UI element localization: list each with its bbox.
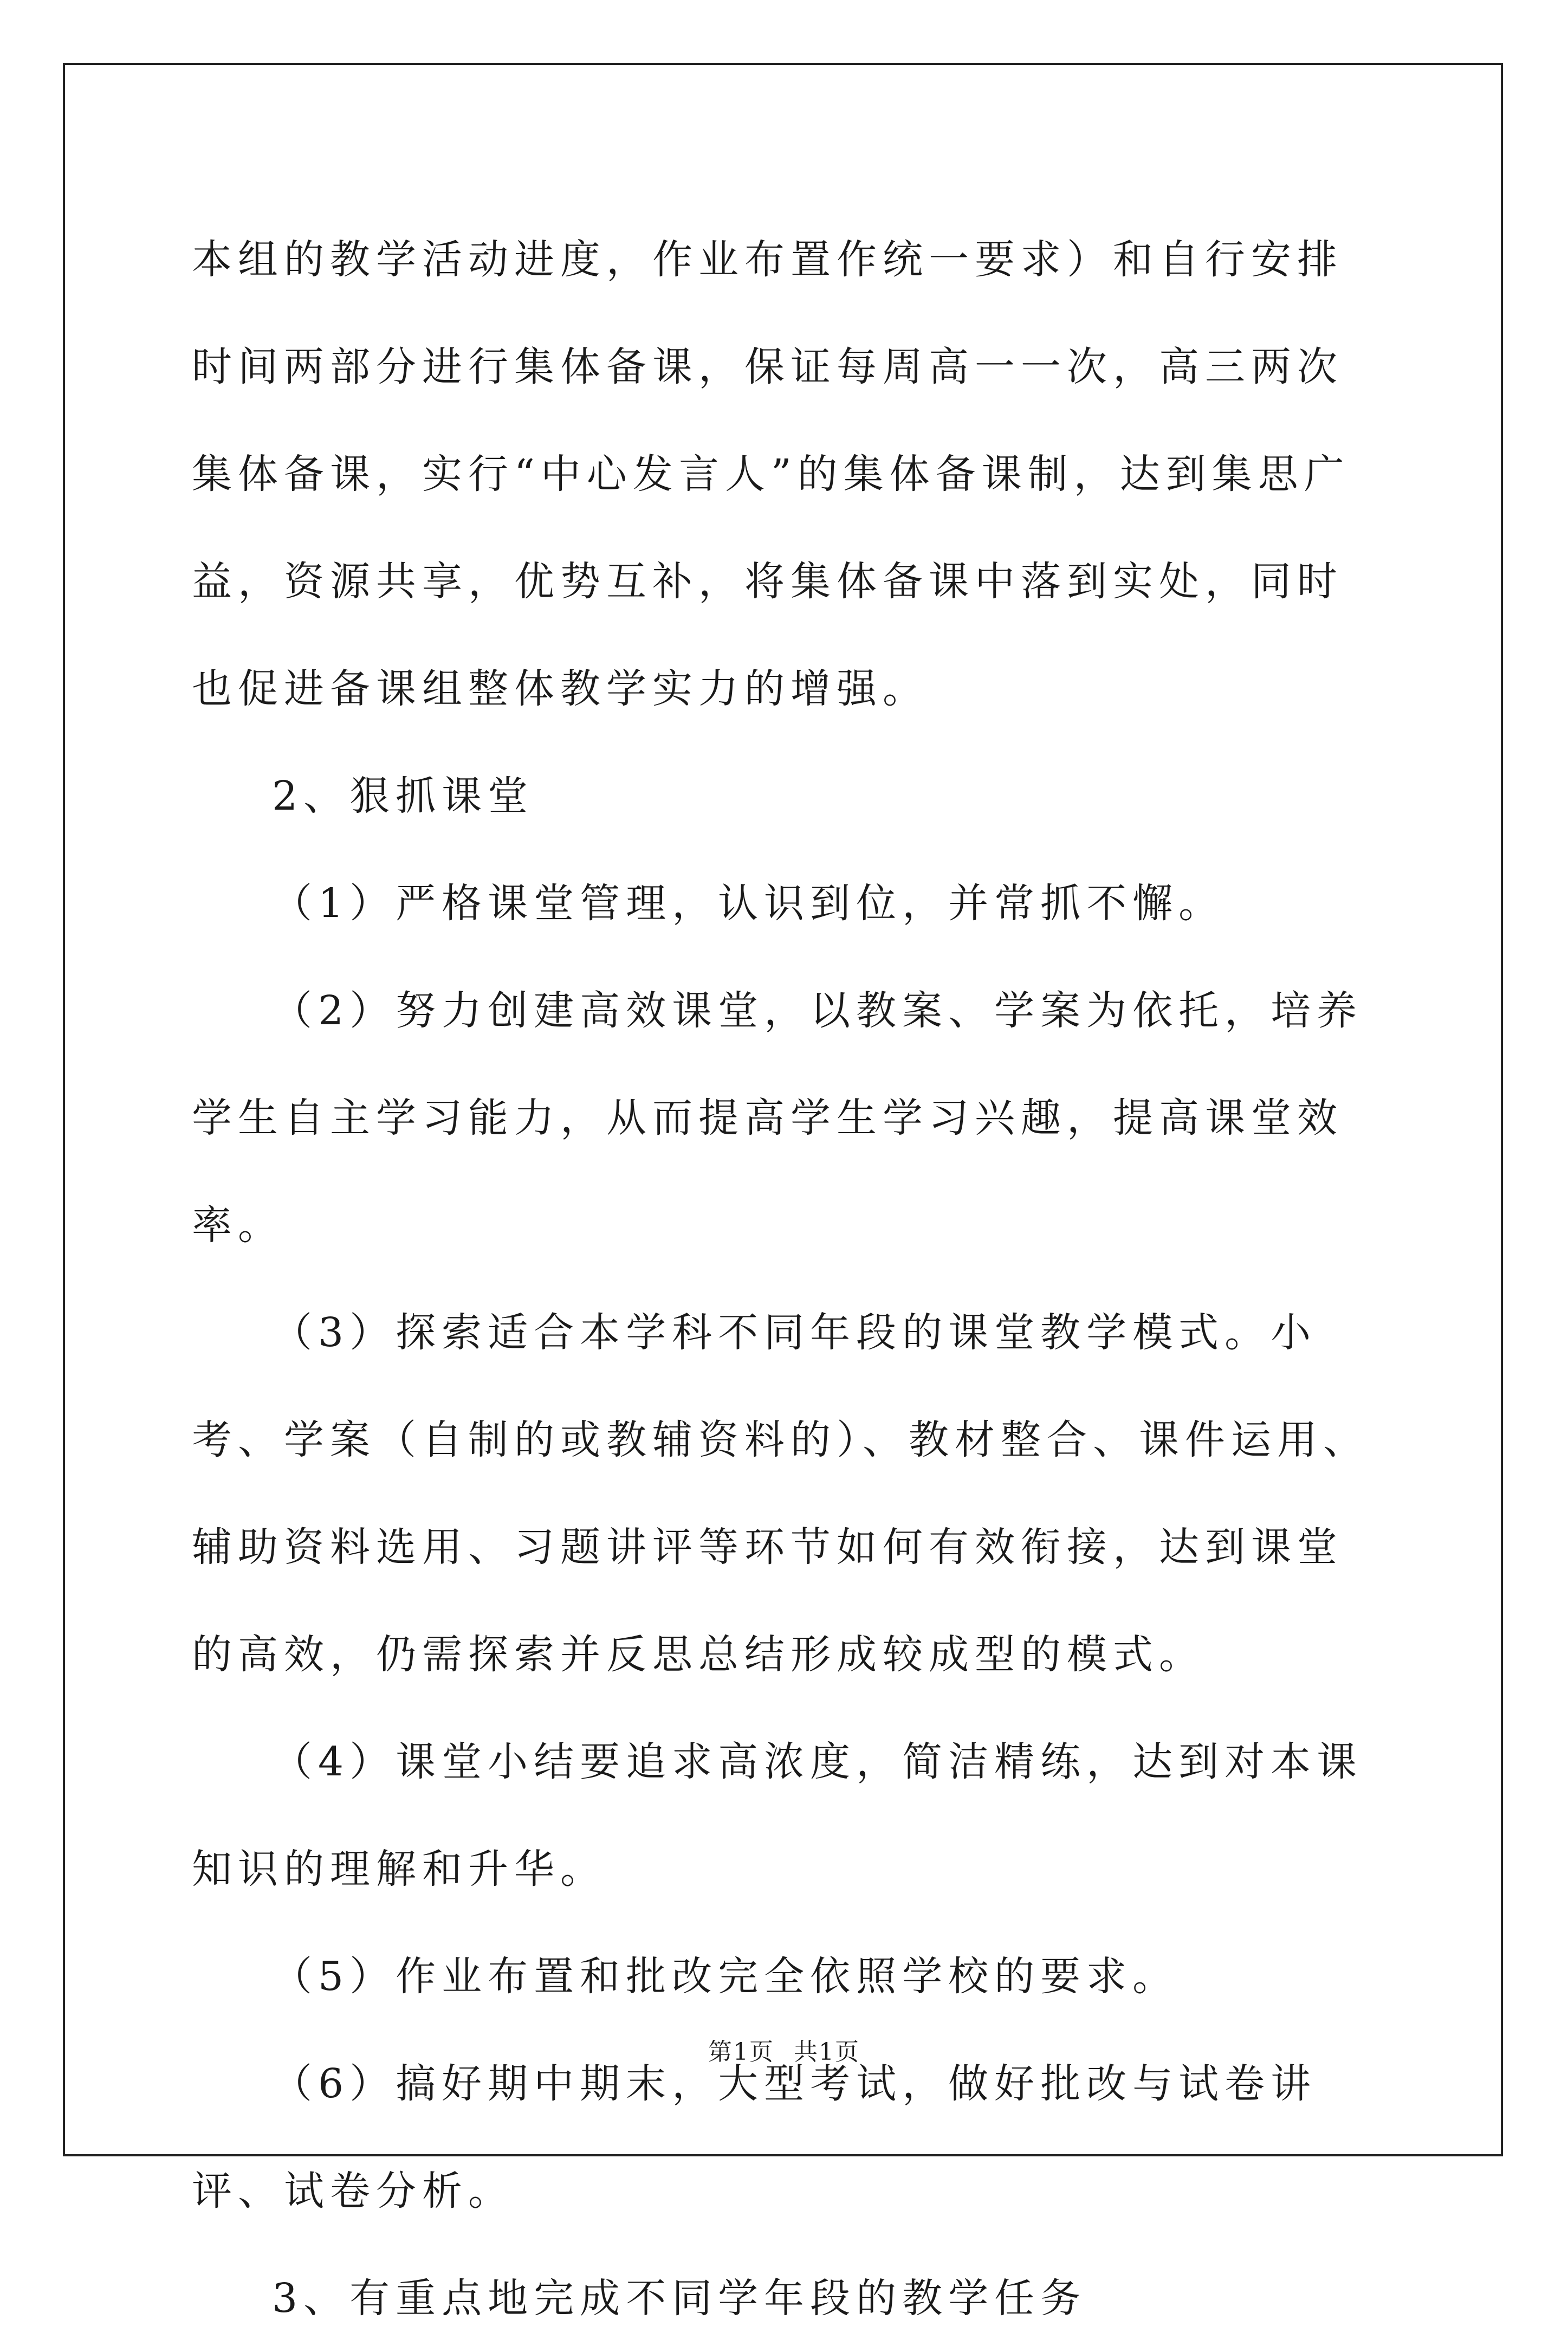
page-total: 共1页 [794, 2038, 860, 2066]
heading-grasp-classroom: 2、狠抓课堂 [272, 773, 534, 819]
paragraph-item-6: （6）搞好期中期末，大型考试，做好批改与试卷讲评、试卷分析。 [192, 2060, 1317, 2214]
page-number: 第1页 [708, 2038, 774, 2066]
document-body [192, 206, 1384, 2352]
paragraph-item-1: （1）严格课堂管理，认识到位，并常抓不懈。 [272, 880, 1225, 927]
heading-key-tasks: 3、有重点地完成不同学年段的教学任务 [272, 2275, 1087, 2322]
paragraph-continuation: 本组的教学活动进度，作业布置作统一要求）和自行安排时间两部分进行集体备课，保证每周高一一次，高三两次集体备课，实行“中心发言人”的集体备课制，达到集思广益，资源共享，优势互补，将集体备课中落到实处，同时也促进备课组整体教学实力的增强。 [192, 236, 1350, 712]
paragraph-item-5: （5）作业布置和批改完全依照学校的要求。 [272, 1953, 1179, 2000]
paragraph-item-4: （4）课堂小结要追求高浓度，简洁精练，达到对本课知识的理解和升华。 [192, 1739, 1363, 1892]
paragraph-item-3: （3）探索适合本学科不同年段的课堂教学模式。小考、学案（自制的或教辅资料的）、教材整合、课件运用、辅助资料选用、习题讲评等环节如何有效衔接，达到课堂的高效，仍需探索并反思总结形成较成型的模式。 [192, 1309, 1369, 1678]
paragraph-item-2: （2）努力创建高效课堂，以教案、学案为依托，培养学生自主学习能力，从而提高学生学习兴趣，提高课堂效率。 [192, 987, 1363, 1249]
page-footer [0, 2032, 1568, 2067]
